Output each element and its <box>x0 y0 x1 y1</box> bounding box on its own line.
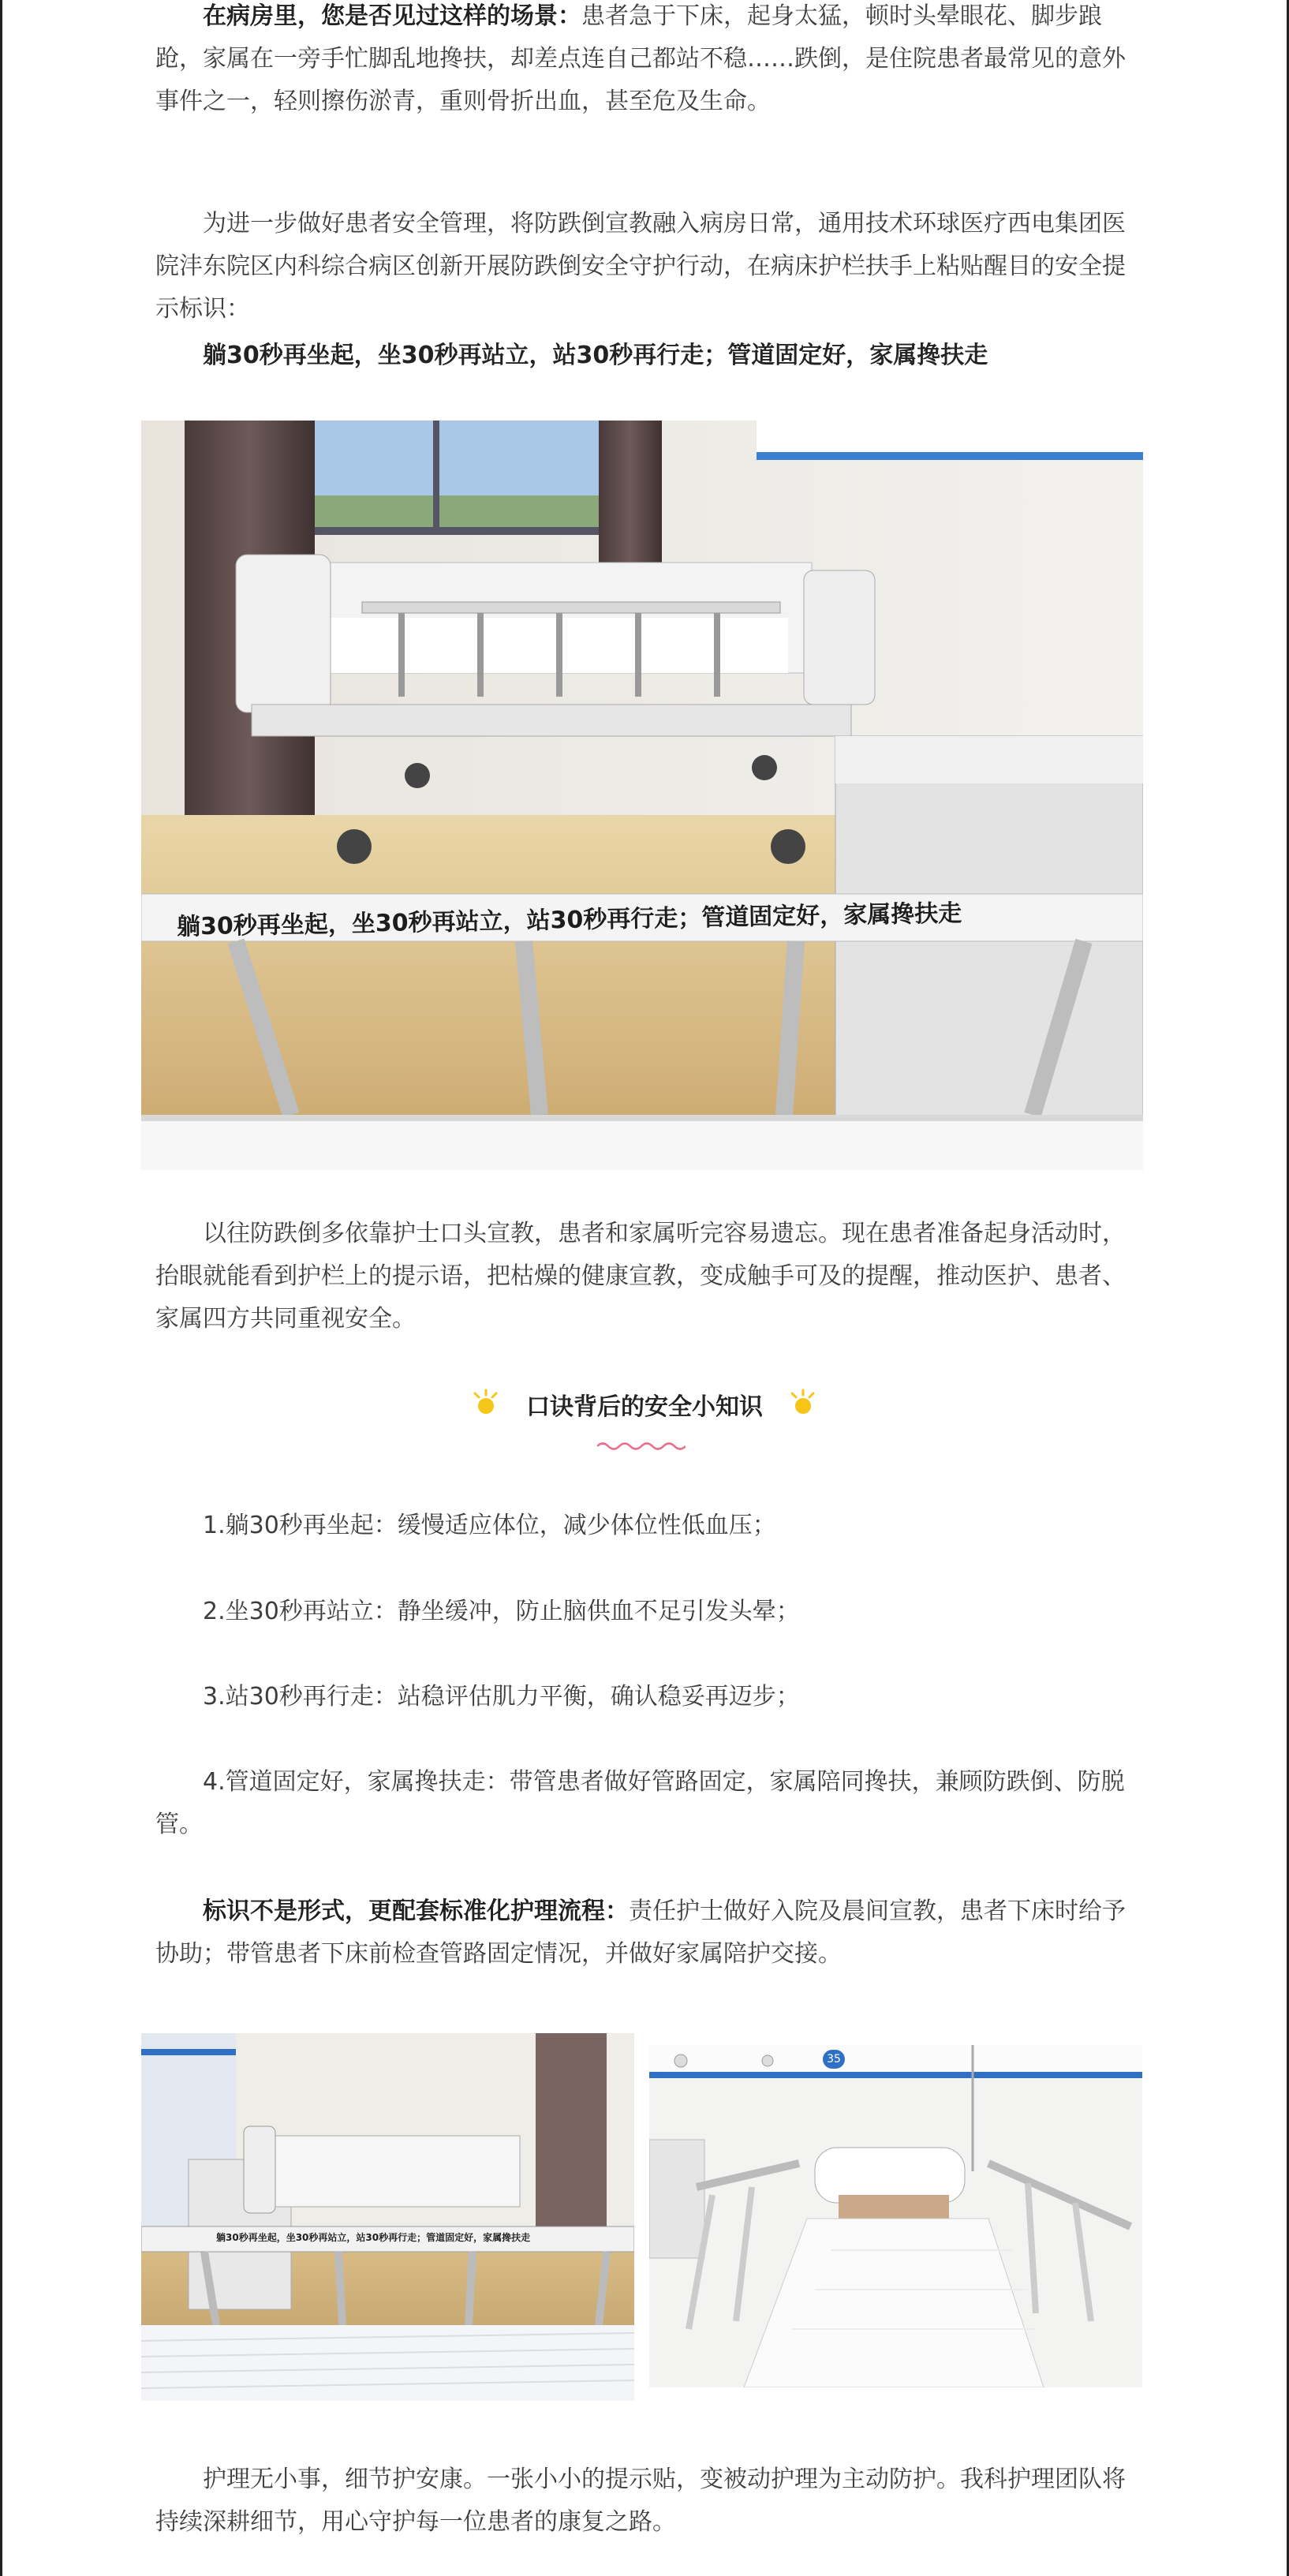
initiative-paragraph: 为进一步做好患者安全管理，将防跌倒宣教融入病房日常，通用技术环球医疗西电集团医院沣东院区内科综合病区创新开展防跌倒安全守护行动，在病床护栏扶手上粘贴醒目的安全提示标识： <box>155 210 1126 323</box>
ward-bed-photo-left <box>141 2033 634 2401</box>
bed-number-sign: 35 <box>823 2050 845 2069</box>
reminder-paragraph: 以往防跌倒多依靠护士口头宣教，患者和家属听完容易遗忘。现在患者准备起身活动时，抬眼就能看到护栏上的提示语，把枯燥的健康宣教，变成触手可及的提醒，推动医护、患者、家属四方共同重视安全。 <box>155 1220 1126 1333</box>
rail-label-text: 躺30秒再坐起，坐30秒再站立，站30秒再行走；管道固定好，家属搀扶走 <box>176 899 962 941</box>
page-border-left <box>0 0 2 2576</box>
rail-label-text: 躺30秒再坐起，坐30秒再站立，站30秒再行走；管道固定好，家属搀扶走 <box>216 2232 531 2243</box>
sparkle-icon-right <box>787 1389 819 1420</box>
process-bold-lead: 标识不是形式，更配套标准化护理流程： <box>203 1897 629 1925</box>
process-text: 责任护士做好入院及晨间宣教，患者下床时给予协助；带管患者下床前检查管路固定情况，并做好家属陪护交接。 <box>155 1897 1126 1968</box>
intro-paragraph <box>155 0 1134 123</box>
intro-text: 患者急于下床，起身太猛，顿时头晕眼花、脚步踉跄，家属在一旁手忙脚乱地搀扶，却差点连自己都站不稳……跌倒，是住院患者最常见的意外事件之一，轻则擦伤淤青，重则骨折出血，甚至危及生命。 <box>155 2 1126 115</box>
list-item: 3.站30秒再行走：站稳评估肌力平衡，确认稳妥再迈步； <box>203 1683 800 1710</box>
list-item: 4.管道固定好，家属搀扶走：带管患者做好管路固定，家属陪同搀扶，兼顾防跌倒、防脱管。 <box>155 1768 1125 1838</box>
section-heading-text: 口诀背后的安全小知识 <box>526 1393 763 1421</box>
intro-bold-lead: 在病房里，您是否见过这样的场景： <box>203 2 581 30</box>
sparkle-icon-left <box>470 1389 502 1420</box>
list-item: 1.躺30秒再坐起：缓慢适应体位，减少体位性低血压； <box>203 1512 776 1539</box>
ward-bed-photo-right <box>649 2045 1142 2387</box>
hospital-bed-photo <box>141 421 1143 1170</box>
wavy-underline <box>597 1441 686 1452</box>
closing-paragraph: 护理无小事，细节护安康。一张小小的提示贴，变被动护理为主动防护。我科护理团队将持续深耕细节，用心守护每一位患者的康复之路。 <box>155 2466 1126 2536</box>
list-item: 2.坐30秒再站立：静坐缓冲，防止脑供血不足引发头晕； <box>203 1598 800 1625</box>
process-paragraph <box>155 1890 1134 1976</box>
slogan-text: 躺30秒再坐起，坐30秒再站立，站30秒再行走；管道固定好，家属搀扶走 <box>203 342 988 369</box>
